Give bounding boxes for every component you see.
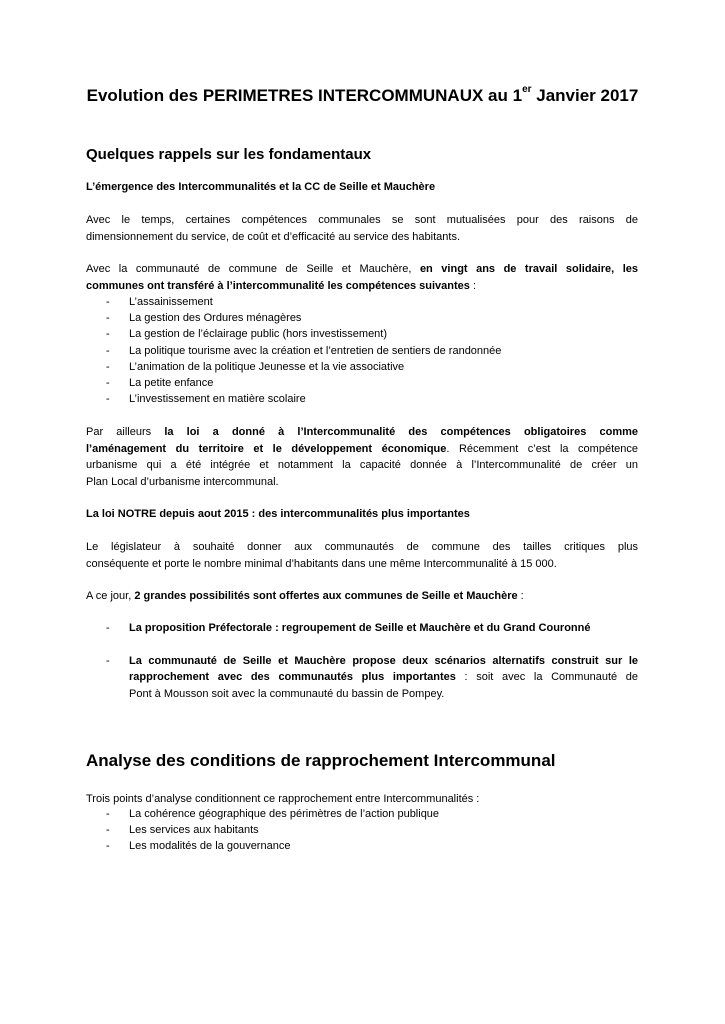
paragraph-line: A ce jour, 2 grandes possibilités sont offertes aux communes de Seille et Mauchère : [86,590,524,602]
paragraph-line: Trois points d’analyse conditionnent ce rapprochement entre Intercommunalités : [86,793,480,805]
title-superscript: er [522,84,532,96]
paragraph-line: rapprochement avec des communautés plus importantes : soit avec la Communauté de [129,671,638,683]
paragraph-transfers [86,261,638,294]
paragraph-line: urbanisme qui a été intégrée et notamment la capacité donnée à l’Intercommunalité de créer un [86,459,638,471]
paragraph-line: Avec la communauté de commune de Seille et Mauchère, en vingt ans de travail solidaire, les [86,263,638,275]
paragraph-line: Avec le temps, certaines compétences communales se sont mutualisées pour des raisons de [86,214,638,226]
paragraph-possibilities [86,588,638,605]
competences-list [86,294,638,407]
bullet-dash: - [106,622,110,634]
bullet-dash: - [106,377,110,390]
paragraph-line: Par ailleurs la loi a donné à l’Intercommunalité des compétences obligatoires comme [86,426,638,438]
list-item: - La gestion de l’éclairage public (hors investissement) [86,326,638,342]
bullet-dash: - [106,393,110,406]
paragraph-obligatory-competences [86,424,638,490]
bullet-dash: - [106,840,110,853]
page-title [0,86,725,106]
paragraph-line: l’aménagement du territoire et le développement économique. Récemment c’est la compétence [86,442,638,455]
list-item: - Les services aux habitants [86,822,638,838]
paragraph-line: dimensionnement du service, de coût et d’efficacité au service des habitants. [86,230,461,243]
paragraph-line: communes ont transféré à l’intercommunalité les compétences suivantes : [86,279,477,292]
paragraph-line: conséquente et porte le nombre minimal d’habitants dans une même Intercommunalité à 15 000. [86,557,557,570]
section-heading-analysis: Analyse des conditions de rapprochement Intercommunal [86,751,556,770]
paragraph-mutualisation [86,212,638,245]
bullet-dash: - [106,654,110,667]
list-item: - Les modalités de la gouvernance [86,838,638,854]
list-item: - La petite enfance [86,375,638,391]
list-item [86,653,638,703]
bullet-dash: - [106,360,110,373]
bullet-dash: - [106,296,110,308]
bullet-dash: - [106,344,110,357]
list-item: - L’investissement en matière scolaire [86,391,638,407]
bullet-dash: - [106,312,110,325]
paragraph-line: La communauté de Seille et Mauchère propose deux scénarios alternatifs construit sur le [129,654,638,667]
list-item: - La gestion des Ordures ménagères [86,310,638,326]
options-list [86,620,638,702]
list-item: - La cohérence géographique des périmètres de l’action publique [86,806,638,822]
bullet-dash: - [106,808,110,820]
bullet-dash: - [106,824,110,837]
list-item: - La politique tourisme avec la création et l’entretien de sentiers de randonnée [86,343,638,359]
paragraph-legislateur [86,539,638,572]
paragraph-line: Le législateur à souhaité donner aux communautés de commune des tailles critiques plus [86,541,638,553]
subheading-emergence: L’émergence des Intercommunalités et la CC de Seille et Mauchère [86,181,436,193]
paragraph-line: Pont à Mousson soit avec la communauté du bassin de Pompey. [129,687,445,700]
list-item: - L’animation de la politique Jeunesse et la vie associative [86,359,638,375]
paragraph-line: Plan Local d’urbanisme intercommunal. [86,475,279,488]
list-item: - L’assainissement [86,294,638,310]
subheading-loi-notre: La loi NOTRE depuis aout 2015 : des intercommunalités plus importantes [86,508,470,520]
analysis-points-list [86,806,638,855]
list-item: - La proposition Préfectorale : regroupement de Seille et Mauchère et du Grand Couronné [86,620,638,637]
title-text-end: Janvier 2017 [531,86,639,105]
bullet-dash: - [106,328,110,341]
title-text: Evolution des PERIMETRES INTERCOMMUNAUX au 1 [86,86,523,105]
section-heading-fundamentals: Quelques rappels sur les fondamentaux [86,146,372,163]
